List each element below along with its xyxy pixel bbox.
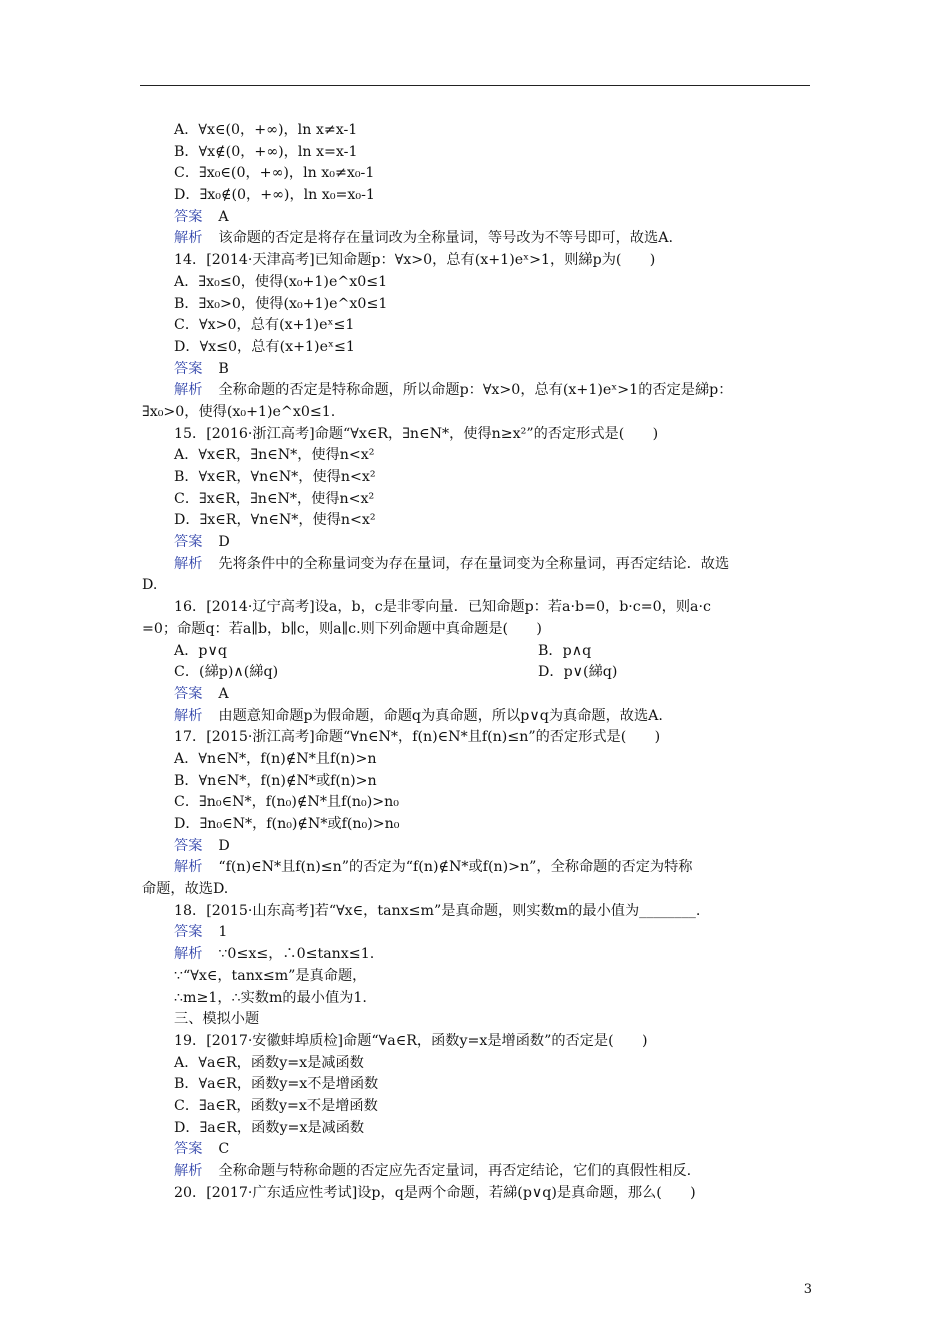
question-line: 14．[2014·天津高考]已知命题p：∀x>0，总有(x+1)eˣ>1，则綈p为( ) (174, 252, 656, 269)
analysis-line (142, 554, 810, 576)
analysis-continuation: ∵“∀x∈，tanx≤m”是真命题， (174, 967, 367, 984)
answer-value: 1 (218, 924, 228, 941)
header-rule (140, 85, 810, 86)
option-row (142, 641, 810, 663)
option-line: B．∀x∈R，∀n∈N*，使得n<x² (174, 469, 376, 485)
answer-label: 答案 (174, 837, 203, 854)
answer-value: A (218, 208, 229, 225)
option-line: C．∃a∈R，函数y=x不是增函数 (174, 1097, 378, 1114)
analysis-line (142, 380, 810, 402)
option-line: C．∃n₀∈N*，f(n₀)∉N*且f(n₀)>n₀ (174, 794, 399, 811)
analysis-text: “f(n)∈N*且f(n)≤n”的否定为“f(n)∉N*或f(n)>n”，全称命题的否定为特称 (218, 859, 693, 876)
answer-label: 答案 (174, 534, 203, 551)
document-body (142, 120, 810, 1204)
analysis-text: 该命题的否定是将存在量词改为全称量词，等号改为不等号即可，故选A. (218, 230, 673, 247)
analysis-line (142, 228, 810, 250)
analysis-label: 解析 (174, 382, 203, 399)
answer-label: 答案 (174, 208, 203, 225)
option-line: A．∃x₀≤0，使得(x₀+1)e^x0≤1 (174, 273, 388, 290)
question-line: 19．[2017·安徽蚌埠质检]命题“∀a∈R，函数y=x是增函数”的否定是( ) (174, 1032, 648, 1049)
option-a: A．p∨q (174, 642, 227, 659)
analysis-text: 由题意知命题p为假命题，命题q为真命题，所以p∨q为真命题，故选A. (218, 707, 663, 724)
analysis-text: 全称命题的否定是特称命题，所以命题p：∀x>0，总有(x+1)eˣ>1的否定是綈p： (218, 382, 733, 399)
analysis-line (142, 857, 810, 879)
answer-line (142, 207, 810, 229)
answer-label: 答案 (174, 360, 203, 377)
option-line: A．∀x∈R，∃n∈N*，使得n<x² (174, 447, 375, 464)
section-heading: 三、模拟小题 (174, 1011, 260, 1028)
option-row (142, 662, 810, 684)
option-line: D．∃n₀∈N*，f(n₀)∉N*或f(n₀)>n₀ (174, 816, 400, 832)
page-number: 3 (803, 1282, 812, 1297)
answer-line (142, 1139, 810, 1161)
option-line: D．∃x₀∉(0，+∞)，ln x₀=x₀-1 (174, 187, 375, 204)
analysis-continuation: D. (142, 577, 158, 594)
analysis-line (142, 706, 810, 728)
option-c: C．(綈p)∧(綈q) (174, 664, 279, 681)
answer-value: B (218, 360, 229, 377)
analysis-continuation: ∃x₀>0，使得(x₀+1)e^x0≤1. (142, 403, 336, 420)
analysis-continuation: ∴m≥1，∴实数m的最小值为1. (174, 989, 367, 1006)
option-line: C．∀x>0，总有(x+1)eˣ≤1 (174, 317, 355, 334)
analysis-label: 解析 (174, 859, 203, 876)
option-line: C．∃x₀∈(0，+∞)，ln x₀≠x₀-1 (174, 165, 375, 182)
question-line: 17．[2015·浙江高考]命题“∀n∈N*，f(n)∈N*且f(n)≤n”的否定形式是( ) (174, 729, 661, 746)
option-line: B．∀x∉(0，+∞)，ln x=x-1 (174, 143, 358, 160)
analysis-continuation: 命题，故选D. (142, 881, 229, 898)
analysis-text: 全称命题与特称命题的否定应先否定量词，再否定结论，它们的真假性相反. (218, 1163, 692, 1179)
question-line: 18．[2015·山东高考]若“∀x∈，tanx≤m”是真命题，则实数m的最小值为________. (174, 902, 701, 919)
option-d: D．p∨(綈q) (538, 664, 618, 681)
question-line: 16．[2014·辽宁高考]设a，b，c是非零向量．已知命题p：若a·b=0，b·c=0，则a·c (174, 599, 711, 616)
answer-label: 答案 (174, 924, 203, 941)
option-line: D．∃x∈R，∀n∈N*，使得n<x² (174, 512, 376, 529)
option-line: B．∀a∈R，函数y=x不是增函数 (174, 1076, 379, 1093)
answer-label: 答案 (174, 1141, 203, 1158)
answer-value: D (218, 837, 230, 854)
option-line: D．∀x≤0，总有(x+1)eˣ≤1 (174, 338, 355, 355)
option-line: B．∃x₀>0，使得(x₀+1)e^x0≤1 (174, 295, 388, 312)
analysis-line (142, 944, 810, 966)
analysis-label: 解析 (174, 230, 203, 247)
option-line: A．∀x∈(0，+∞)，ln x≠x-1 (174, 122, 358, 138)
analysis-label: 解析 (174, 707, 203, 724)
option-line: D．∃a∈R，函数y=x是减函数 (174, 1119, 365, 1136)
answer-line (142, 684, 810, 706)
question-continuation: =0；命题q：若a∥b，b∥c，则a∥c.则下列命题中真命题是( ) (142, 620, 542, 637)
analysis-text: ∵0≤x≤，∴0≤tanx≤1. (218, 946, 375, 963)
answer-label: 答案 (174, 685, 203, 702)
analysis-label: 解析 (174, 555, 203, 572)
analysis-label: 解析 (174, 1163, 203, 1179)
answer-value: A (218, 685, 229, 702)
answer-value: D (218, 534, 230, 551)
option-line: C．∃x∈R，∃n∈N*，使得n<x² (174, 490, 375, 507)
answer-line (142, 359, 810, 381)
analysis-label: 解析 (174, 946, 203, 963)
option-line: B．∀n∈N*，f(n)∉N*或f(n)>n (174, 772, 377, 789)
option-line: A．∀n∈N*，f(n)∉N*且f(n)>n (174, 750, 377, 767)
option-b: B．p∧q (538, 642, 592, 659)
answer-line (142, 922, 810, 944)
question-line: 15．[2016·浙江高考]命题“∀x∈R，∃n∈N*，使得n≥x²”的否定形式是( ) (174, 425, 659, 442)
option-line: A．∀a∈R，函数y=x是减函数 (174, 1054, 364, 1071)
analysis-line (142, 1161, 810, 1183)
answer-line (142, 532, 810, 554)
answer-value: C (218, 1141, 230, 1158)
question-line: 20．[2017·广东适应性考试]设p，q是两个命题，若綈(p∨q)是真命题，那么( ) (174, 1184, 696, 1201)
answer-line (142, 836, 810, 858)
analysis-text: 先将条件中的全称量词变为存在量词，存在量词变为全称量词，再否定结论．故选 (218, 555, 730, 572)
